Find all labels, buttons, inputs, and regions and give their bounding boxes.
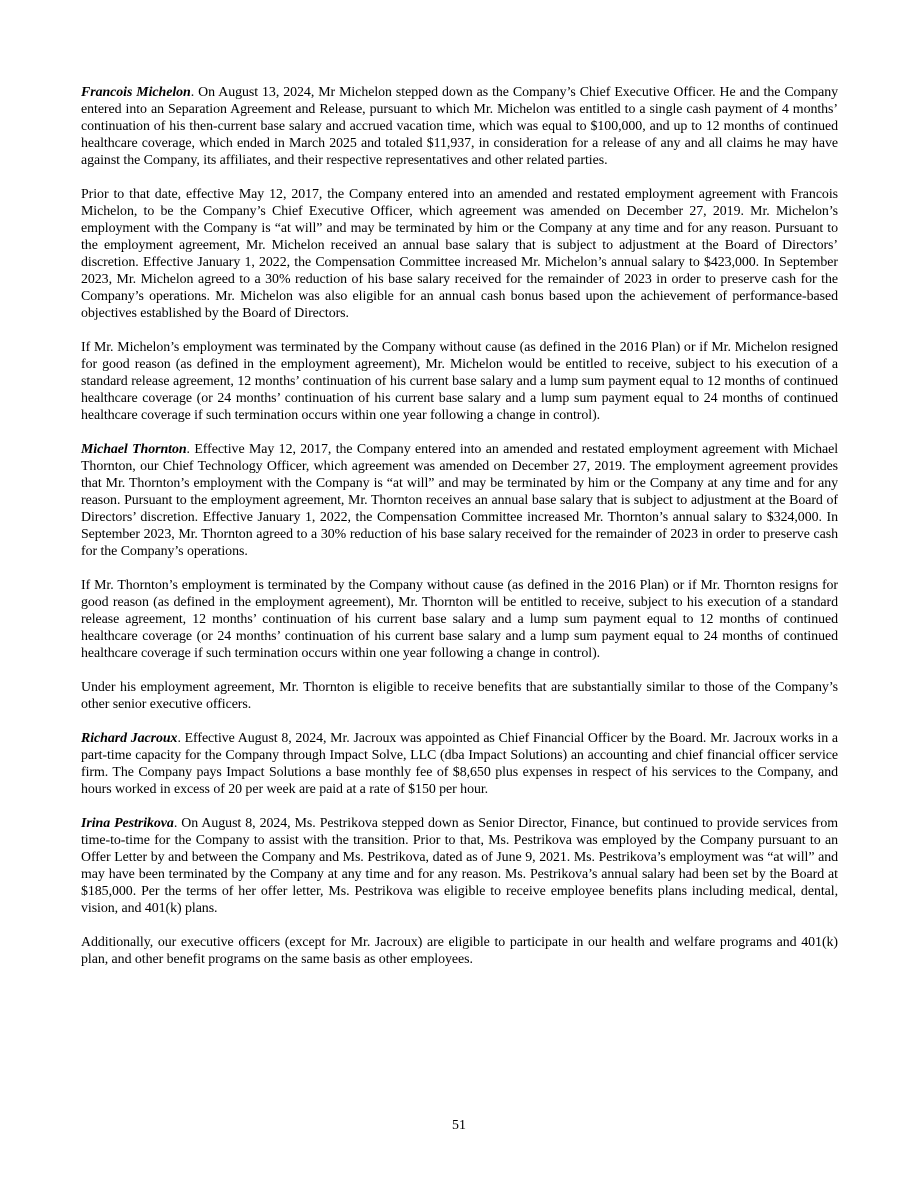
paragraph-text: . On August 8, 2024, Ms. Pestrikova stepped down as Senior Director, Finance, but continued to provide services from time-to-time for the Company to assist with the transition. Prior to that, Ms. Pestrikova was employed by the Company pursuant to an Offer Letter by and between the Company and Ms. Pestrikova, dated as of June 9, 2021. Ms. Pestrikova’s employment was “at will” and may have been terminated by the Company at any time and for any reason. Ms. Pestrikova’s annual salary had been set by the Board at $185,000. Per the terms of her offer letter, Ms. Pestrikova was eligible to receive employee benefits plans including medical, dental, vision, and 401(k) plans. [81,816,839,916]
paragraph-text: Prior to that date, effective May 12, 2017, the Company entered into an amended and restated employment agreement with Francois Michelon, to be the Company’s Chief Executive Officer, which agreement was amended on December 27, 2019. Mr. Michelon’s employment with the Company is “at will” and may be terminated by him or the Company at any time and for any reason. Pursuant to the employment agreement, Mr. Michelon received an annual base salary that is subject to adjustment at the Board of Directors’ discretion. Effective January 1, 2022, the Compensation Committee increased Mr. Michelon’s annual salary to $423,000. In September 2023, Mr. Michelon agreed to a 30% reduction of his base salary received for the remainder of 2023 in order to preserve cash for the Company’s operations. Mr. Michelon was also eligible for an annual cash bonus based upon the achievement of performance-based objectives established by the Board of Directors. [81,187,838,321]
paragraph-text: Under his employment agreement, Mr. Thornton is eligible to receive benefits that are substantially similar to those of the Company’s other senior executive officers. [81,680,838,712]
executive-name: Michael Thornton [81,442,187,457]
executive-name: Irina Pestrikova [81,816,174,831]
paragraph-additional-benefits [81,934,838,968]
paragraph-thornton-termination [81,577,838,662]
paragraph-text: . On August 13, 2024, Mr Michelon stepped down as the Company’s Chief Executive Officer. He and the Company entered into an Separation Agreement and Release, pursuant to which Mr. Michelon was entitled to a single cash payment of 4 months’ continuation of his then-current base salary and accrued vacation time, which was equal to $100,000, and up to 12 months of continued healthcare coverage, which ended in March 2025 and totaled $11,937, in consideration for a release of any and all claims he may have against the Company, its affiliates, and their respective representatives and other related parties. [81,85,838,168]
paragraph-thornton-benefits [81,679,838,713]
paragraph-michelon-agreement [81,186,838,322]
paragraph-text: If Mr. Thornton’s employment is terminated by the Company without cause (as defined in the 2016 Plan) or if Mr. Thornton resigns for good reason (as defined in the employment agreement), Mr. Thornton will be entitled to receive, subject to his execution of a standard release agreement, 12 months’ continuation of his current base salary and a lump sum payment equal to 12 months of continued healthcare coverage (or 24 months’ continuation of his current base salary and a lump sum payment equal to 24 months of continued healthcare coverage if such termination occurs within one year following a change in control). [81,578,838,661]
document-body [81,84,838,985]
paragraph-text: If Mr. Michelon’s employment was terminated by the Company without cause (as defined in the 2016 Plan) or if Mr. Michelon resigned for good reason (as defined in the employment agreement), Mr. Michelon would be entitled to receive, subject to his execution of a standard release agreement, 12 months’ continuation of his current base salary and a lump sum payment equal to 12 months of continued healthcare coverage (or 24 months’ continuation of his current base salary and a lump sum payment equal to 24 months of continued healthcare coverage if such termination occurs within one year following a change in control). [81,340,838,423]
paragraph-text: Additionally, our executive officers (except for Mr. Jacroux) are eligible to participate in our health and welfare programs and 401(k) plan, and other benefit programs on the same basis as other employees. [81,935,838,967]
paragraph-pestrikova [81,815,838,917]
paragraph-text: . Effective August 8, 2024, Mr. Jacroux was appointed as Chief Financial Officer by the Board. Mr. Jacroux works in a part-time capacity for the Company through Impact Solve, LLC (dba Impact Solutions) an accounting and chief financial officer service firm. The Company pays Impact Solutions a base monthly fee of $8,650 plus expenses in respect of his services to the Company, and hours worked in excess of 20 per week are paid at a rate of $150 per hour. [81,731,838,797]
paragraph-jacroux [81,730,838,798]
executive-name: Francois Michelon [81,85,191,100]
executive-name: Richard Jacroux [81,731,178,746]
page-number: 51 [452,1118,466,1133]
paragraph-michelon-separation [81,84,838,169]
paragraph-thornton-agreement [81,441,838,560]
paragraph-text: . Effective May 12, 2017, the Company entered into an amended and restated employment agreement with Michael Thornton, our Chief Technology Officer, which agreement was amended on December 27, 2019. The employment agreement provides that Mr. Thornton’s employment with the Company is “at will” and may be terminated by him or the Company at any time and for any reason. Pursuant to the employment agreement, Mr. Thornton receives an annual base salary that is subject to adjustment at the Board of Directors’ discretion. Effective January 1, 2022, the Compensation Committee increased Mr. Thornton’s annual salary to $324,000. In September 2023, Mr. Thornton agreed to a 30% reduction of his base salary received for the remainder of 2023 in order to preserve cash for the Company’s operations. [81,442,839,559]
paragraph-michelon-termination [81,339,838,424]
